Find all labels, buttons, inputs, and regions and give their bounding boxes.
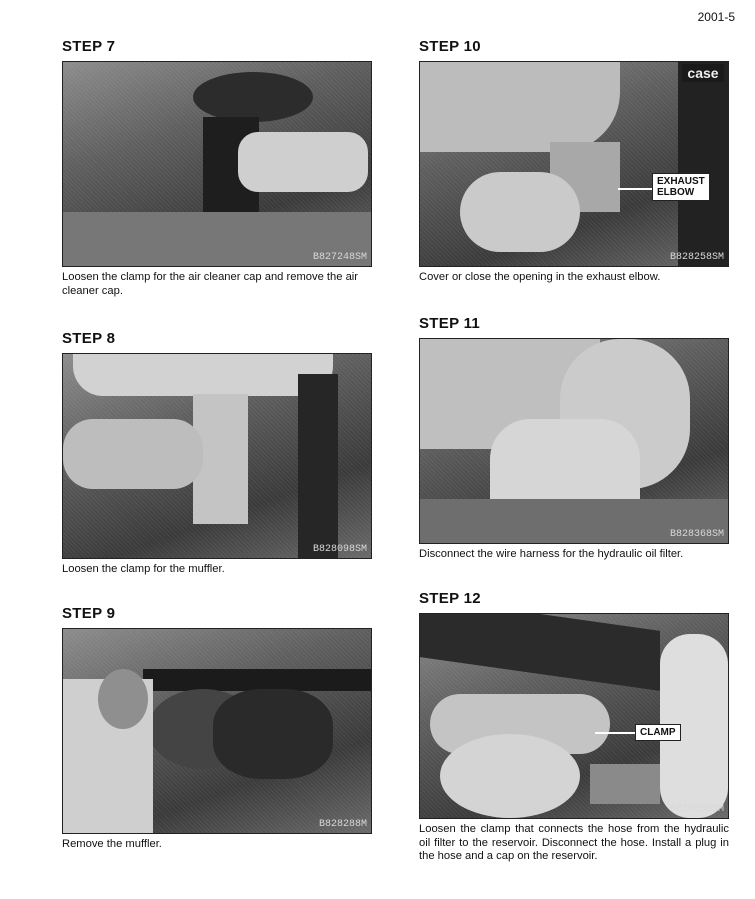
step-photo: [62, 353, 372, 559]
step-caption: Disconnect the wire harness for the hydraulic oil filter.: [419, 548, 684, 560]
step-10: [419, 38, 733, 285]
photo-code: B828368SM: [669, 529, 724, 540]
step-caption: Loosen the clamp for the muffler.: [62, 563, 225, 575]
photo-code: B828098SM: [312, 544, 367, 555]
case-logo-icon: case: [682, 64, 724, 82]
step-photo: [419, 338, 729, 544]
step-caption: Loosen the clamp for the air cleaner cap and remove the air cleaner cap.: [62, 271, 359, 297]
step-caption: Cover or close the opening in the exhaust elbow.: [419, 271, 661, 283]
step-photo: [419, 613, 729, 819]
step-title: STEP 12: [419, 590, 481, 607]
step-7: [62, 38, 376, 298]
step-title: STEP 10: [419, 38, 481, 55]
step-photo: [419, 61, 729, 267]
step-11: [419, 315, 733, 562]
photo-code: B829058SM: [669, 804, 724, 815]
step-title: STEP 11: [419, 315, 481, 332]
step-caption: Remove the muffler.: [62, 838, 162, 850]
step-8: [62, 330, 376, 577]
exhaust-elbow-callout: EXHAUST ELBOW: [652, 173, 710, 201]
photo-code: B828288M: [318, 819, 367, 830]
step-9: [62, 605, 376, 852]
step-12: [419, 590, 733, 864]
step-photo: [62, 628, 372, 834]
photo-code: B827248SM: [312, 252, 367, 263]
step-title: STEP 8: [62, 330, 116, 347]
clamp-callout: CLAMP: [635, 724, 681, 741]
step-title: STEP 9: [62, 605, 116, 622]
photo-code: B828258SM: [669, 252, 724, 263]
step-caption: Loosen the clamp that connects the hose from the hydraulic oil filter to the reservoir. Disconnect the hose. Install a plug in the hose and a cap on the reservoir.: [419, 823, 729, 862]
step-photo: [62, 61, 372, 267]
step-title: STEP 7: [62, 38, 116, 55]
page-number: 2001-5: [697, 10, 735, 24]
